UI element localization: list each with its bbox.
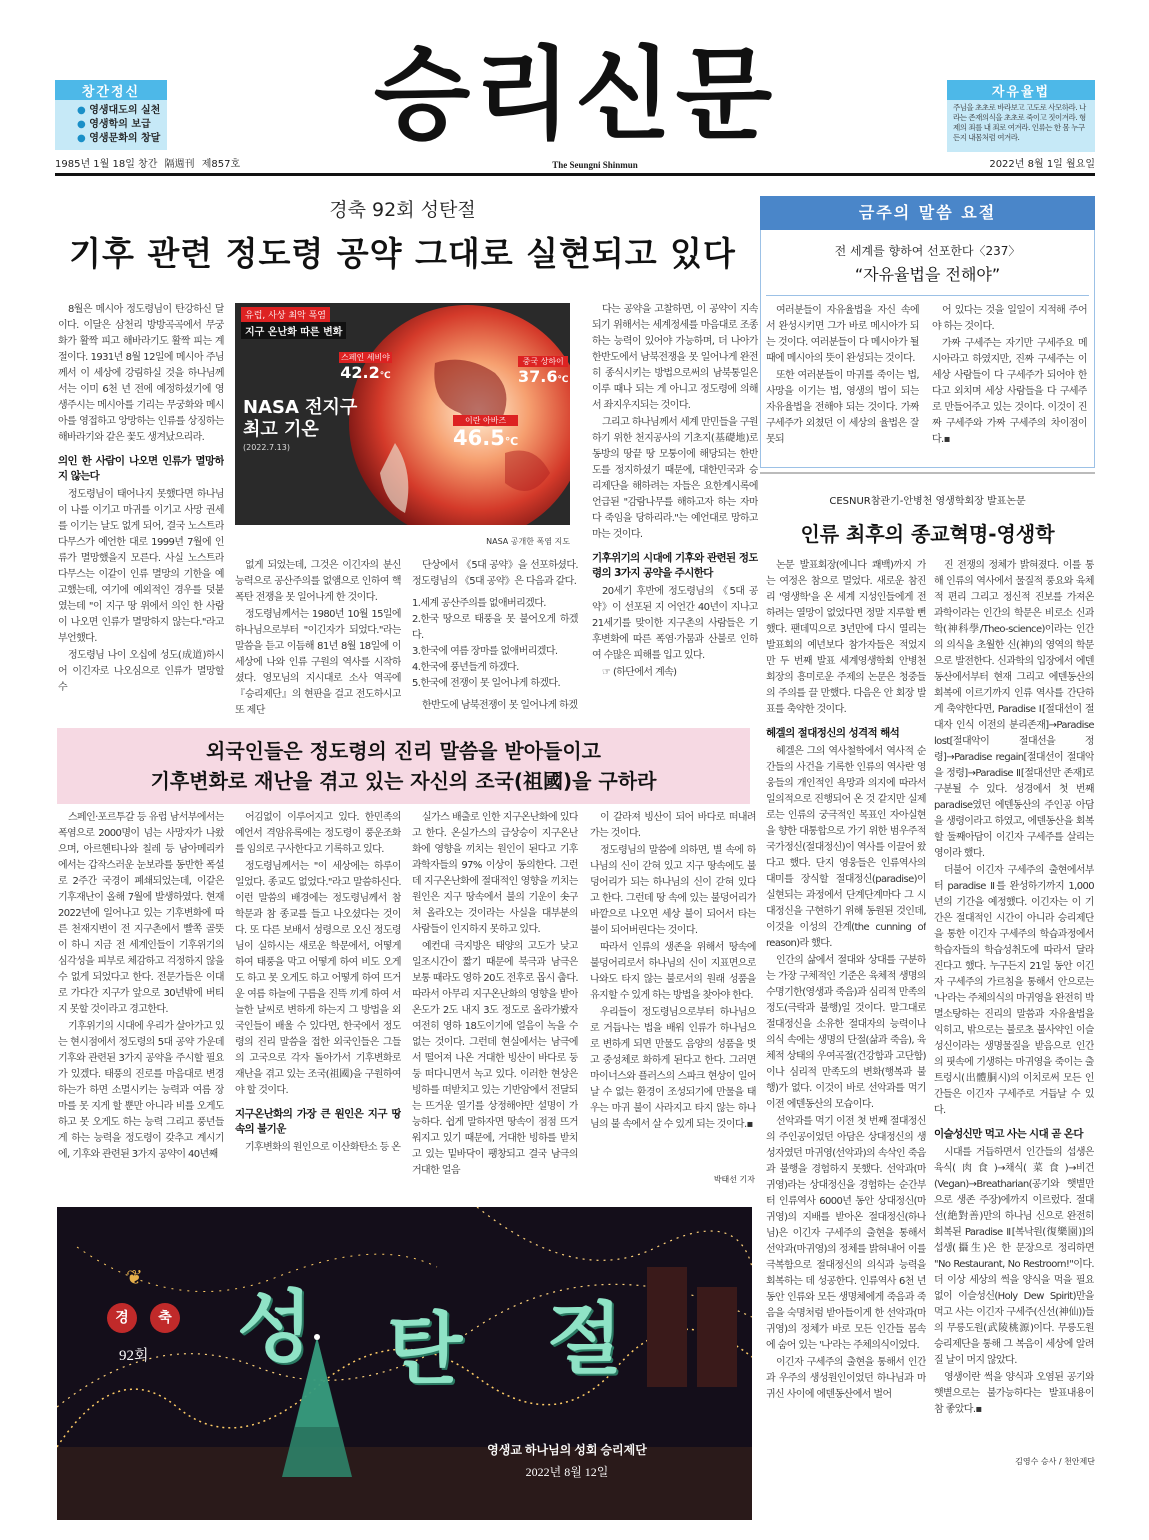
paragraph: 정도령님의 말씀에 의하면, 별 속에 하나님의 신이 갇혀 있고 지구 땅속에도 불덩어리가 되는 하나님의 신이 갇혀 있다고 한다. 그런데 땅 속에 있는 불덩어리가 바깥으로 나오면 세상 불이 되어서 타는 불이 되어버린다는 것이다. bbox=[590, 845, 756, 936]
image-big-title-line1: NASA 전지구 bbox=[243, 397, 358, 418]
pledge-item: 4.한국에 풍년들게 하겠다. bbox=[412, 662, 519, 673]
sermon-column-1 bbox=[766, 303, 919, 463]
second-headline-band bbox=[57, 728, 750, 804]
paragraph: 이긴자 구세주의 출현을 통해서 인간과 우주의 생성원인이었던 하나님과 마귀신 사이에 에덴동산에서 벌어 bbox=[766, 1357, 926, 1400]
thesis-column-1 bbox=[766, 558, 926, 1473]
founding-spirit-item: ● 영생학의 보급 bbox=[77, 119, 151, 130]
label-iran-name: 이란 아바즈 bbox=[453, 415, 518, 426]
nasa-heatmap-image bbox=[235, 303, 570, 525]
ad-chuk-circle: 축 bbox=[150, 1303, 180, 1333]
lead-headline: 기후 관련 정도령 공약 그대로 실현되고 있다 bbox=[69, 234, 736, 273]
lead-column-3 bbox=[412, 558, 578, 718]
issue-number: 제857호 bbox=[201, 159, 241, 170]
newspaper-title: 승리신문 bbox=[373, 36, 777, 153]
thesis-column-2 bbox=[934, 558, 1094, 1458]
founding-spirit-item: ● 영생문화의 창달 bbox=[77, 133, 161, 144]
paragraph: 한반도에 남북전쟁이 못 일어나게 하겠 bbox=[422, 700, 578, 711]
english-name: The Seungni Shinmun bbox=[552, 160, 638, 170]
ad-title-char-3: 절 bbox=[547, 1295, 623, 1385]
founding-spirit-title: 창간정신 bbox=[81, 85, 141, 100]
paragraph: 헤겔은 그의 역사철학에서 역사적 순간들의 사건을 기록한 인류의 역사란 영웅들의 개인적인 욕망과 의지에 따라서 일의적으로 진행되어 온 것 같지만 실제로는 인류의 궁극적인 목표인 자아실현을 향한 대통합으로 가기 위한 범우주적 국가정신(절대정신)이 역사를 이끌어 왔다고 했다. 단지 영웅들은 인류역사의 대미를 장식할 절대정신(paradise)이 실현되는 과정에서 단계단계마다 그 시대정신을 구현하기 위해 동원된 것인데, 이것을 이성의 간계(the cunning of reason)라 했다. bbox=[766, 746, 926, 949]
paragraph: 따라서 인류의 생존을 위해서 땅속에 불덩어리로서 하나님의 신이 지표면으로 나와도 타지 않는 불로서의 원래 성품을 유지할 수 있게 하는 방법을 찾아야 한다. bbox=[590, 942, 756, 1001]
sermon-column-2 bbox=[932, 303, 1087, 463]
label-spain-name: 스페인 세비야 bbox=[341, 353, 390, 362]
subheading: 의인 한 사람이 나오면 인류가 멸망하지 않는다 bbox=[58, 455, 224, 482]
paragraph: 어김없이 이루어지고 있다. 한민족의 예언서 격암유록에는 정도령이 풍운조화를 임의로 구사한다고 기록하고 있다. bbox=[235, 812, 401, 855]
label-china bbox=[518, 356, 568, 386]
pledge-item: 2.한국 땅으로 태풍을 못 불어오게 하겠다. bbox=[412, 614, 578, 641]
second-column-1 bbox=[58, 810, 224, 1195]
ad-title-char-1: 성 bbox=[237, 1283, 313, 1373]
pledge-item: 5.한국에 전쟁이 못 일어나게 하겠다. bbox=[412, 678, 561, 689]
ad-title-char-2: 탄 bbox=[387, 1305, 463, 1395]
paragraph: 기후위기의 시대에 우리가 살아가고 있는 현시점에서 정도령의 5대 공약 가운데 기후와 관련된 3가지 공약을 주시할 필요가 있겠다. 태풍의 진로를 마음대로 변경하는가 하면 소멸시키는 능력과 여름 장마를 못 지게 할 뿐만 아니라 비를 오게도 하고 못 오게도 하는 능력 그리고 풍년들게 하는 능력을 정도령이 갖추고 계시기에, 기후와 관련된 3가지 공약이 40년째 bbox=[58, 1021, 224, 1160]
thesis-kicker: CESNUR참관기-안병천 영생학회장 발표논문 bbox=[829, 496, 1026, 507]
founding-spirit-list bbox=[55, 100, 167, 146]
christmas-ad bbox=[57, 1207, 752, 1520]
second-column-2 bbox=[235, 810, 401, 1195]
paragraph: 이 갈라져 빙산이 되어 바다로 떠내려가는 것이다. bbox=[590, 812, 756, 839]
pledge-list bbox=[412, 596, 578, 692]
subheading: 헤겔의 절대정신의 성격적 해석 bbox=[766, 727, 900, 739]
image-date: (2022.7.13) bbox=[243, 443, 290, 452]
free-law-box bbox=[947, 80, 1095, 152]
paragraph: 20세기 후반에 정도령님의 《5대 공약》이 선포된 지 어언간 40년이 지나고 21세기를 맞이한 지구촌의 사람들은 기후변화에 따른 폭염·가뭄과 산불로 인하여 수많은 피해를 입고 있다. bbox=[592, 586, 758, 661]
sermon-sub: 전 세계를 향하여 선포한다〈237〉 bbox=[834, 244, 1021, 258]
label-spain-temp: 42.2℃ bbox=[340, 363, 391, 382]
ad-top-ornament: ❦ bbox=[126, 1265, 143, 1289]
thesis-byline: 김영수 승사 / 천안제단 bbox=[1015, 1457, 1095, 1466]
paragraph: 정도령님이 태어나지 못했다면 하나님이 나를 이기고 마귀를 이기고 사망 권세를 이기는 날도 없게 되어, 결국 노스트라다무스가 예언한 대로 1999년 7월에 인류가 멸망했을지 모른다. 사실 노스트라다무스는 이같이 인류 멸망의 기한을 예고했는데, 여기에 예외적인 경우를 덧붙였는데 "이 지구 땅 위에서 의인 한 사람이 나오면 인류가 멸망하지 않는다."라고 부언했다. bbox=[58, 489, 224, 644]
image-big-title-line2: 최고 기온 bbox=[243, 419, 319, 440]
second-column-4 bbox=[590, 810, 756, 1180]
paragraph: 진 전쟁의 정체가 밝혀졌다. 이를 통해 인류의 역사에서 물질적 풍요와 육체적 편리 그리고 정신적 진보를 가져온 과학이라는 인간의 학문은 비로소 신과학(神科學/Theo-science)이라는 인간의 의식을 초월한 신(神)의 영역의 학문으로 발전한다. 신과학의 입장에서 에덴동산에서부터 현재 그리고 에덴동산의 회복에 이르기까지 인류 역사를 간단하게 축약한다면, Paradise Ⅰ[절대선이 절대자 인식 이전의 분리존재]→Paradise lost[절대악이 절대선을 정령]→Paradise regain[절대선이 절대악을 정령]→Paradise Ⅱ[절대선만 존재]로 구분될 수 있다. 성경에서 첫 번째 paradise였던 에덴동산의 주인공 아담을 생령이라고 하였고, 에덴동산을 회복할 둘째아담이 이긴자 구세주를 살리는 영이라 했다. bbox=[934, 560, 1094, 859]
paragraph: 어 있다는 것을 일일이 지적해 주어야 하는 것이다. bbox=[932, 305, 1087, 332]
ad-organization: 영생교 하나님의 성회 승리제단 bbox=[487, 1443, 647, 1457]
paragraph: 인간의 삶에서 절대와 상대를 구분하는 가장 구체적인 기준은 육체적 생명의 수명기한(영생과 죽음)과 심리적 만족의 정도(극락과 불행)일 것이다. 말그대로 절대정신을 소유한 절대자의 능력이나 의식 속에는 생명의 단절(삶과 죽음), 육체적 상태의 우여곡절(건강함과 고단함)이나 심리적 만족도의 변화(행복과 불행)가 없다. 이것이 바로 선악과를 먹기 이전 에덴동산의 모습이다. bbox=[766, 955, 926, 1110]
image-big-title bbox=[243, 397, 357, 441]
label-china-name: 중국 상하이 bbox=[518, 356, 568, 367]
sermon-title-rule bbox=[766, 295, 1089, 296]
founding-spirit-item: ● 영생대도의 실천 bbox=[77, 105, 161, 116]
paragraph: 예컨대 극지방은 태양의 고도가 낮고 일조시간이 짧기 때문에 북극과 남극은 보통 때라도 영하 20도 전후로 몹시 춥다. 따라서 아무리 지구온난화의 영향을 받아 온도가 2도 내지 3도 정도로 올라가봤자 여전히 영하 18도이기에 얼음이 녹을 수 없는 것이다. 그런데 현실에서는 남극에서 떨어져 나온 거대한 빙산이 바다로 둥둥 떠다니면서 녹고 있다. 이러한 현상은 빙하를 떠받치고 있는 기반암에서 전달되는 뜨거운 열기를 상정해야만 설명이 가능하다. 쉽게 말하자면 땅속이 점점 뜨거워지고 있기 때문에, 거대한 빙하를 받치고 있는 밑바닥이 팽창되고 결국 남극의 거대한 얼음 bbox=[412, 941, 578, 1176]
pledge-item: 3.한국에 여름 장마를 없애버리겠다. bbox=[412, 646, 558, 657]
second-column-3 bbox=[412, 810, 578, 1195]
paragraph: 더불어 이긴자 구세주의 출현에서부터 paradise Ⅱ를 완성하기까지 1,000년의 기간을 예정했다. 이긴자는 이 기간은 절대적인 시간이 아니라 승리제단을 통한 이긴자 구세주의 학습과정에서 학습자들의 학습성취도에 따라서 달라진다고 했다. 누구든지 21일 동안 이긴자 구세주의 가르침을 통해서 안으로는 '나'라는 주체의식의 마귀영을 완전히 박멸소탕하는 진리의 말씀과 자유율법을 익히고, 밖으로는 불로초 불사약인 이슬성신이라는 생명물질을 받음으로 인간의 핏속에 기생하는 마귀영을 죽이는 출트렁시(出體胴시)의 이치로써 모든 인간들은 이긴자 구세주로 거듭날 수 있다. bbox=[934, 865, 1094, 1116]
paragraph: 가짜 구세주는 자기만 구세주요 메시아라고 하였지만, 진짜 구세주는 이 세상 사람들이 다 구세주가 되어야 한다고 외치며 세상 사람들을 다 구세주로 만들어주고 있는 것이다. 이것이 진짜 구세주와 가짜 구세주의 차이점이다.▪ bbox=[932, 338, 1087, 445]
issue-date: 2022년 8월 1일 월요일 bbox=[989, 159, 1095, 170]
paragraph: 여러분들이 자유율법을 자신 속에서 완성시키면 그가 바로 메시아가 되는 것이다. 여러분들이 다 메시아가 될 때에 메시아의 뜻이 완성되는 것이다. bbox=[766, 305, 919, 364]
paragraph: 정도령님 나이 오십에 성도(成道)하시어 이긴자로 나오심으로 인류가 멸망할 수 bbox=[58, 650, 224, 693]
frequency: 隔週刊 bbox=[164, 159, 195, 170]
label-china-temp: 37.6℃ bbox=[518, 367, 569, 386]
paragraph: 또한 여러분들이 마귀를 죽이는 법, 사망을 이기는 법, 영생의 법이 되는 자유율법을 전해야 되는 것이다. 가짜 구세주가 외쳤던 이 세상의 율법은 잘못되 bbox=[766, 370, 919, 445]
paragraph: 정도령님께서는 "이 세상에는 하루이 일었다. 종교도 없었다."라고 말씀하신다. 이런 말씀의 배경에는 정도령님께서 참 학문과 참 종교를 들고 나오셨다는 것이다. 또 다른 보배서 성령으로 오신 정도령님이 실하시는 새로운 학문에서, 어떻게 하여 태풍을 막고 어떻게 하여 비도 오게도 하고 못 오게도 하고 어떻게 하여 뜨거운 여름 하늘에 구름을 진뜩 끼게 하여 서늘한 날씨로 변하게 하는지 그 방법을 외국인들이 배울 수 있다면, 한국에서 정도령의 진리 말씀을 접한 외국인들은 그들의 고국으로 각자 돌아가서 기후변화로 재난을 겪고 있는 조국(祖國)을 구원하여야 할 것이다. bbox=[235, 861, 401, 1096]
founding-spirit-box bbox=[55, 80, 167, 150]
paragraph: 실가스 배출로 인한 지구온난화에 있다고 한다. 온실가스의 급상승이 지구온난화에 영향을 끼치는 원인이 된다고 기후과학자들의 97% 이상이 동의한다. 그런데 지구온난화에 절대적인 영향을 끼치는 원인은 지구 땅속에서 불의 기운이 솟구쳐 올라오는 것이라는 사실을 대부분의 사람들이 인지하지 못하고 있다. bbox=[412, 812, 578, 935]
image-title-bar: 지구 온난화 따른 변화 bbox=[241, 322, 346, 339]
image-badge: 유럽, 사상 최악 폭염 bbox=[241, 307, 330, 322]
pledge-item: 1.세계 공산주의를 없애버리겠다. bbox=[412, 598, 546, 609]
thesis-headline: 인류 최후의 종교혁명-영생학 bbox=[800, 522, 1055, 546]
ad-number: 92회 bbox=[119, 1348, 149, 1364]
paragraph: 다는 공약을 고찰하면, 이 공약이 지속되기 위해서는 세계정세를 마음대로 조종하는 능력이 있어야 가능하며, 더 나아가 한반도에서 남북전쟁을 못 일어나게 완전히 종식시키는 방법으로써의 남북통일은 이루 때나 되는 게 아니고 정도령에 의해서 좌지우지되는 것이다. bbox=[592, 304, 758, 411]
second-byline: 박태선 기자 bbox=[713, 1175, 755, 1184]
sermon-title: “자유율법을 전해야” bbox=[854, 265, 1001, 284]
subheading: 기후위기의 시대에 기후와 관련된 정도령의 3가지 공약을 주시한다 bbox=[592, 552, 758, 579]
image-caption: NASA 공개한 폭염 지도 bbox=[486, 537, 570, 546]
ad-kyeong-circle: 경 bbox=[107, 1303, 137, 1333]
free-law-text: 주님을 초초로 바라보고 고도로 사모하라. 나라는 존재의식을 초초로 죽이고 짓이겨라. 형제의 죄를 내 죄로 여겨라. 인류는 한 몸 누구든지 내몸처럼 여겨라. bbox=[953, 103, 1086, 142]
continued-note: ☞ (하단에서 계속) bbox=[602, 667, 677, 678]
founding-date: 1985년 1월 18일 창간 bbox=[55, 159, 158, 170]
paragraph: 스페인·포르투갈 등 유럽 남서부에서는 폭염으로 2000명이 넘는 사망자가 나왔으며, 아르헨티나와 칠레 등 남아메리카에서는 갑작스러운 눈보라를 동반한 폭설로 2주간 국경이 폐쇄되었는데, 이같은 기후재난이 올해 7월에 발생하였다. 현재 2022년에 일어나고 있는 기후변화에 따른 천재지변이 전 지구촌에서 빨쪽 골뜻이 하니 지금 전 세계인들이 기후위기의 심각성을 피부로 체감하고 걱정하지 않을 수 없게 되었다고 한다. 전문가들은 이대로 가다간 지구가 앞으로 30년밖에 버티지 못할 것이라고 경고한다. bbox=[58, 812, 224, 1015]
paragraph: 단상에서 《5대 공약》을 선포하셨다. 정도령님의 《5대 공약》은 다음과 같다. bbox=[412, 560, 578, 587]
paragraph: 기후변화의 원인으로 이산화탄소 등 온 bbox=[245, 1142, 401, 1153]
lead-column-2 bbox=[235, 558, 401, 718]
paragraph: 우리들이 정도령님으로부터 하나님으로 거듭나는 법을 배워 인류가 하나님으로 변하게 되면 만물도 음양의 성품을 벗고 중성체로 화하게 된다고 한다. 그러면 마이너스와 플러스의 스파크 현상이 일어날 수 없는 환경이 조성되기에 만물을 태우는 마귀 불이 사라지고 타지 않는 하나님의 불 속에서 살 수 있게 되는 것이다.▪ bbox=[590, 1007, 756, 1130]
subheading: 이슬성신만 먹고 사는 시대 곧 온다 bbox=[934, 1128, 1083, 1140]
label-iran-temp: 46.5℃ bbox=[453, 426, 519, 450]
paragraph: 영생이란 썩을 양식과 오염된 공기와 햇볕으로는 불가능하다는 발표내용이 참 좋았다.▪ bbox=[934, 1372, 1094, 1415]
lead-kicker: 경축 92회 성탄절 bbox=[329, 199, 476, 221]
thesis-top-rule bbox=[760, 472, 1095, 474]
paragraph: 그리고 하나님께서 세계 만민들을 구원하기 위한 천지공사의 기초지(基礎地)로 동방의 땅끝 땅 모퉁이에 해당되는 한반도를 정지하셨기 때문에, 대한민국과 승리제단을 해하려는 자들은 요한계시록에 언급된 "감람나무를 해하고자 하는 자마다 죽임을 당하리라."는 예언대로 망하고 마는 것이다. bbox=[592, 417, 758, 540]
ad-date: 2022년 8월 12일 bbox=[525, 1465, 609, 1479]
masthead-info-bar bbox=[55, 158, 1095, 176]
paragraph: 8월은 메시아 정도령님이 탄강하신 달이다. 이달은 삼천리 방방곡곡에서 무궁화가 활짝 피고 해바라기도 활짝 피는 계절이다. 1931년 8월 12일에 메시아 주님께서 이 세상에 강림하실 것을 하나님께서는 이미 6천 년 전에 예정하셨기에 영생주시는 메시아를 기리는 무궁화와 메시아를 영접하고 앙망하는 인류를 상징하는 해바라기와 같은 꽃도 생겨났으리라. bbox=[58, 304, 224, 443]
subheading: 지구온난화의 가장 큰 원인은 지구 땅속의 불기운 bbox=[235, 1108, 401, 1135]
paragraph: 없게 되었는데, 그것은 이긴자의 분신 능력으로 공산주의를 없앰으로 인하여 핵폭탄 전쟁을 못 일어나게 한 것이다. bbox=[235, 560, 401, 603]
paragraph: 정도령님께서는 1980년 10월 15일에 하나님으로부터 "이긴자가 되었다."라는 말씀을 듣고 이듬해 81년 8월 18일에 이 세상에 나와 인류 구원의 역사를 시작하셨다. 영모님의 지시대로 소사 역곡에 『승리제단』의 현판을 걸고 전도하시고 또 제단 bbox=[235, 609, 401, 716]
lead-column-4 bbox=[592, 302, 758, 717]
label-spain bbox=[339, 352, 392, 382]
second-headline-line2: 기후변화로 재난을 겪고 있는 자신의 조국(祖國)을 구하라 bbox=[150, 769, 657, 793]
free-law-title: 자유율법 bbox=[991, 85, 1051, 100]
paragraph: 시대를 거듭하면서 인간들의 섭생은 육식(肉食)→채식(菜食)→비건(Vegan)→Breatharian(공기와 햇볕만으로 생존 주장)에까지 이르렀다. 절대선(絶對善)만의 하나님 신으로 완전히 회복된 Paradise Ⅱ[복낙원(復樂園)]의 섭생(攝生)은 한 문장으로 정리하면 "No Restaurant, No Restroom!"이다. 더 이상 세상의 썩을 양식을 먹을 필요 없이 이슬성신(Holy Dew Spirit)만을 먹고 사는 이긴자 구세주(신선(神仙))들의 무릉도원(武陵桃源)이다. 무릉도원 승리제단을 통해 그 복음이 세상에 알려질 날이 머지 않았다. bbox=[934, 1147, 1094, 1366]
label-iran bbox=[453, 415, 518, 450]
paragraph: 논문 발표회장(에니다 쾌백)까지 가는 여정은 참으로 멀었다. 새로운 참진리 '영생학'을 온 세계 지성인들에게 전하려는 열망이 없었다면 정말 지루할 뻔했다. 팬데믹으로 3년만에 다시 열리는 발표회의 예년보다 참가자들은 적었지만 두 번째 발표 세계영생학회 안병천 회장의 흥미로운 주제의 논문은 청중들의 주의를 끌 만했다. 다음은 안 회장 발표를 축약한 것이다. bbox=[766, 560, 926, 715]
second-headline-line1: 외국인들은 정도령의 진리 말씀을 받아들이고 bbox=[206, 739, 601, 763]
lead-column-1 bbox=[58, 302, 224, 712]
sermon-banner: 금주의 말씀 요절 bbox=[760, 196, 1095, 230]
paragraph: 선악과를 먹기 이전 첫 번째 절대정신의 주인공이었던 아담은 상대정신의 생성자였던 마귀영(선악과)의 속삭인 죽음과 불행을 경험하지 못했다. 선악과(마귀영)라는 상대정신을 경험하는 순간부터 인류역사 6000년 동안 상대정신(마귀영)의 지배를 받아온 절대정신(하나님)은 이긴자 구세주의 출현을 통해서 선악과(마귀영)의 정체를 밝혀내어 이를 극복함으로 절대정신의 의식과 능력을 회복하는 데 성공한다. 인류역사 6천 년 동안 인류와 모든 생명체에게 죽음과 죽음을 숙명처럼 받아들이게 한 선악과(마귀영)의 정체가 바로 모든 인간들 몸속에 숨어 있는 '나'라는 주체의식이었다. bbox=[766, 1116, 926, 1351]
